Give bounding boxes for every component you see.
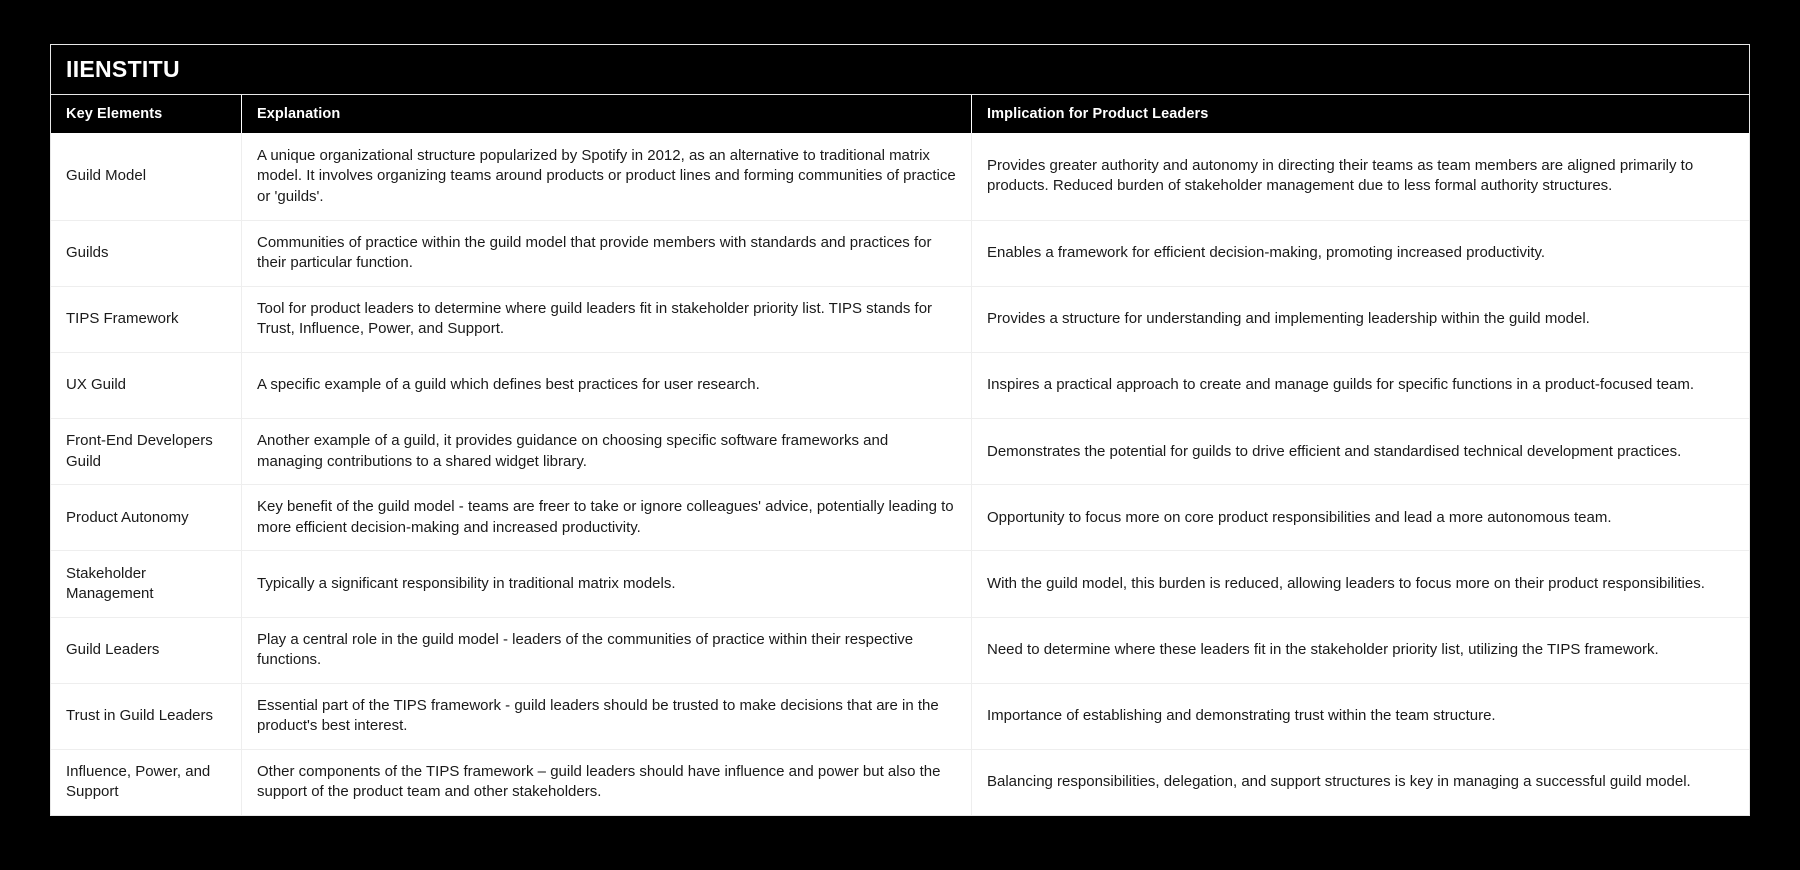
cell-implication: Demonstrates the potential for guilds to drive efficient and standardised technical development practices. bbox=[971, 419, 1749, 484]
brand-title: IIENSTITU bbox=[66, 56, 180, 82]
cell-explanation: Communities of practice within the guild model that provide members with standards and practices for their particular function. bbox=[241, 221, 971, 286]
comparison-table bbox=[50, 44, 1750, 816]
table-row bbox=[51, 133, 1749, 221]
cell-key-element: Guilds bbox=[66, 244, 109, 262]
column-header-implication: Implication for Product Leaders bbox=[971, 95, 1749, 133]
column-header-key-elements: Key Elements bbox=[66, 106, 163, 122]
table-row bbox=[51, 287, 1749, 353]
cell-key-element: Guild Model bbox=[66, 167, 147, 185]
cell-explanation: Typically a significant responsibility in traditional matrix models. bbox=[241, 551, 971, 616]
cell-explanation: Another example of a guild, it provides guidance on choosing specific software frameworks and managing contributions to a shared widget library. bbox=[241, 419, 971, 484]
cell-implication: Need to determine where these leaders fit in the stakeholder priority list, utilizing the TIPS framework. bbox=[971, 618, 1749, 683]
cell-implication: With the guild model, this burden is reduced, allowing leaders to focus more on their product responsibilities. bbox=[971, 551, 1749, 616]
cell-key-element: Trust in Guild Leaders bbox=[66, 707, 214, 725]
cell-key-element: Product Autonomy bbox=[66, 508, 189, 526]
table-row bbox=[51, 221, 1749, 287]
cell-explanation: A specific example of a guild which defines best practices for user research. bbox=[241, 353, 971, 418]
table-body bbox=[51, 133, 1749, 815]
cell-implication: Provides a structure for understanding and implementing leadership within the guild model. bbox=[971, 287, 1749, 352]
cell-implication: Enables a framework for efficient decision-making, promoting increased productivity. bbox=[971, 221, 1749, 286]
cell-key-element: Front-End Developers Guild bbox=[66, 432, 213, 470]
cell-explanation: Tool for product leaders to determine where guild leaders fit in stakeholder priority list. TIPS stands for Trust, Influence, Power, and Support. bbox=[241, 287, 971, 352]
cell-implication: Provides greater authority and autonomy in directing their teams as team members are aligned primarily to products. Reduced burden of stakeholder management due to less formal authority structures. bbox=[971, 133, 1749, 220]
cell-explanation: Essential part of the TIPS framework - guild leaders should be trusted to make decisions that are in the product's best interest. bbox=[241, 684, 971, 749]
cell-key-element: Stakeholder Management bbox=[66, 564, 154, 603]
table-row bbox=[51, 353, 1749, 419]
cell-key-element: UX Guild bbox=[66, 376, 127, 394]
cell-key-element: Guild Leaders bbox=[66, 640, 160, 658]
column-header-explanation: Explanation bbox=[241, 95, 971, 133]
cell-implication: Opportunity to focus more on core product responsibilities and lead a more autonomous team. bbox=[971, 485, 1749, 550]
table-row bbox=[51, 485, 1749, 551]
table-header-row bbox=[51, 95, 1749, 133]
cell-explanation: Key benefit of the guild model - teams are freer to take or ignore colleagues' advice, potentially leading to more efficient decision-making and increased productivity. bbox=[241, 485, 971, 550]
table-row bbox=[51, 419, 1749, 485]
table-row bbox=[51, 684, 1749, 750]
table-row bbox=[51, 551, 1749, 617]
table-row bbox=[51, 618, 1749, 684]
cell-key-element: TIPS Framework bbox=[66, 310, 179, 328]
brand-bar bbox=[51, 45, 1749, 95]
cell-explanation: A unique organizational structure popularized by Spotify in 2012, as an alternative to traditional matrix model. It involves organizing teams around products or product lines and forming communities of practice or 'guilds'. bbox=[241, 133, 971, 220]
table-row bbox=[51, 750, 1749, 815]
cell-implication: Importance of establishing and demonstrating trust within the team structure. bbox=[971, 684, 1749, 749]
cell-implication: Inspires a practical approach to create and manage guilds for specific functions in a product-focused team. bbox=[971, 353, 1749, 418]
cell-explanation: Play a central role in the guild model - leaders of the communities of practice within their respective functions. bbox=[241, 618, 971, 683]
cell-key-element: Influence, Power, and Support bbox=[66, 763, 211, 801]
cell-implication: Balancing responsibilities, delegation, and support structures is key in managing a successful guild model. bbox=[971, 750, 1749, 815]
cell-explanation: Other components of the TIPS framework – guild leaders should have influence and power but also the support of the product team and other stakeholders. bbox=[241, 750, 971, 815]
